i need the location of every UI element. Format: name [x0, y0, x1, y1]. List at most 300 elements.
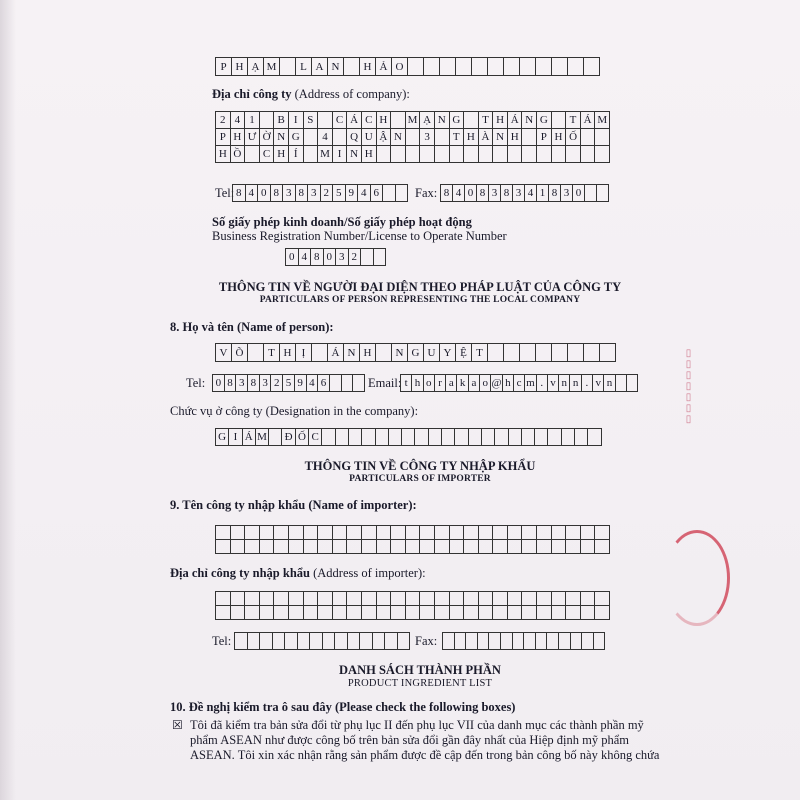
importer-address-cell[interactable]: [479, 592, 494, 606]
designation-field[interactable]: [215, 428, 602, 446]
company-fax-cell[interactable]: 3: [489, 185, 501, 202]
company-address-cell[interactable]: Q: [347, 129, 362, 146]
company-address-cell[interactable]: C: [362, 112, 377, 129]
business-reg-cell[interactable]: 0: [286, 249, 299, 266]
importer-address-cell[interactable]: [493, 592, 508, 606]
company-address-cell[interactable]: C: [260, 146, 275, 163]
designation-cell[interactable]: [588, 429, 601, 446]
importer-address-cell[interactable]: [377, 606, 392, 620]
company-address-cell[interactable]: [522, 146, 537, 163]
company-name-cell[interactable]: [456, 58, 472, 76]
designation-cell[interactable]: [562, 429, 575, 446]
importer-name-cell[interactable]: [450, 526, 465, 540]
designation-cell[interactable]: Á: [243, 429, 256, 446]
company-address-cell[interactable]: [566, 146, 581, 163]
company-address-cell[interactable]: M: [595, 112, 610, 129]
importer-name-cell[interactable]: [537, 526, 552, 540]
company-address-cell[interactable]: [581, 146, 596, 163]
company-tel-cell[interactable]: 3: [283, 185, 296, 202]
company-address-cell[interactable]: N: [522, 112, 537, 129]
person-name-cell[interactable]: V: [216, 344, 232, 362]
business-reg-cell[interactable]: 4: [299, 249, 312, 266]
importer-name-cell[interactable]: [377, 526, 392, 540]
person-tel-cell[interactable]: 5: [283, 375, 295, 392]
designation-cell[interactable]: [349, 429, 362, 446]
company-address-cell[interactable]: H: [464, 129, 479, 146]
company-address-cell[interactable]: B: [274, 112, 289, 129]
designation-cell[interactable]: [429, 429, 442, 446]
importer-name-cell[interactable]: [362, 526, 377, 540]
importer-address-cell[interactable]: [435, 592, 450, 606]
importer-name-cell[interactable]: [318, 526, 333, 540]
importer-name-cell[interactable]: [289, 540, 304, 554]
importer-name-cell[interactable]: [362, 540, 377, 554]
person-tel-cell[interactable]: 8: [248, 375, 260, 392]
importer-address-cell[interactable]: [406, 606, 421, 620]
importer-address-cell[interactable]: [362, 606, 377, 620]
designation-cell[interactable]: [269, 429, 282, 446]
company-address-cell[interactable]: G: [289, 129, 304, 146]
importer-address-cell[interactable]: [406, 592, 421, 606]
designation-cell[interactable]: [442, 429, 455, 446]
company-address-cell[interactable]: 4: [318, 129, 333, 146]
company-address-cell[interactable]: [552, 146, 567, 163]
business-reg-cell[interactable]: 3: [336, 249, 349, 266]
importer-address-cell[interactable]: [552, 592, 567, 606]
company-address-cell[interactable]: [595, 129, 610, 146]
company-address-cell[interactable]: [260, 112, 275, 129]
importer-address-cell[interactable]: [216, 592, 231, 606]
importer-fax-cell[interactable]: [478, 633, 490, 650]
importer-name-cell[interactable]: [216, 526, 231, 540]
company-name-cell[interactable]: [472, 58, 488, 76]
importer-tel-cell[interactable]: [248, 633, 261, 650]
company-fax-cell[interactable]: 3: [561, 185, 573, 202]
person-email-cell[interactable]: k: [457, 375, 468, 392]
importer-name-cell[interactable]: [406, 540, 421, 554]
designation-cell[interactable]: I: [229, 429, 242, 446]
designation-cell[interactable]: [509, 429, 522, 446]
company-address-cell[interactable]: [522, 129, 537, 146]
importer-name-field[interactable]: [215, 525, 610, 554]
importer-name-cell[interactable]: [260, 540, 275, 554]
company-address-cell[interactable]: [581, 129, 596, 146]
company-address-cell[interactable]: Ạ: [420, 112, 435, 129]
importer-address-cell[interactable]: [566, 592, 581, 606]
importer-address-cell[interactable]: [318, 606, 333, 620]
importer-address-cell[interactable]: [377, 592, 392, 606]
person-name-cell[interactable]: N: [392, 344, 408, 362]
importer-tel-cell[interactable]: [385, 633, 398, 650]
company-address-cell[interactable]: [435, 129, 450, 146]
company-name-cell[interactable]: [536, 58, 552, 76]
company-address-cell[interactable]: N: [391, 129, 406, 146]
company-address-cell[interactable]: [420, 146, 435, 163]
importer-name-cell[interactable]: [464, 540, 479, 554]
company-fax-cell[interactable]: 8: [441, 185, 453, 202]
company-name-field[interactable]: [215, 57, 600, 76]
company-tel-cell[interactable]: 4: [246, 185, 259, 202]
importer-name-cell[interactable]: [304, 540, 319, 554]
company-address-cell[interactable]: [391, 146, 406, 163]
importer-address-cell[interactable]: [595, 606, 610, 620]
person-email-field[interactable]: [400, 374, 638, 392]
person-name-cell[interactable]: [376, 344, 392, 362]
designation-cell[interactable]: [376, 429, 389, 446]
person-email-cell[interactable]: [616, 375, 627, 392]
company-address-cell[interactable]: M: [406, 112, 421, 129]
person-email-cell[interactable]: o: [480, 375, 491, 392]
company-address-cell[interactable]: [493, 146, 508, 163]
person-email-cell[interactable]: h: [412, 375, 423, 392]
importer-address-cell[interactable]: [231, 592, 246, 606]
importer-address-cell[interactable]: [260, 592, 275, 606]
person-name-cell[interactable]: Ệ: [456, 344, 472, 362]
person-email-cell[interactable]: .: [582, 375, 593, 392]
person-name-cell[interactable]: T: [264, 344, 280, 362]
company-address-cell[interactable]: [508, 146, 523, 163]
person-tel-cell[interactable]: [342, 375, 354, 392]
person-name-cell[interactable]: Õ: [232, 344, 248, 362]
importer-fax-cell[interactable]: [559, 633, 571, 650]
designation-cell[interactable]: Ố: [296, 429, 309, 446]
company-fax-cell[interactable]: 8: [549, 185, 561, 202]
designation-cell[interactable]: [495, 429, 508, 446]
company-address-cell[interactable]: [391, 112, 406, 129]
importer-name-cell[interactable]: [522, 540, 537, 554]
person-tel-cell[interactable]: 6: [318, 375, 330, 392]
importer-name-cell[interactable]: [552, 526, 567, 540]
importer-name-cell[interactable]: [231, 540, 246, 554]
importer-address-cell[interactable]: [508, 592, 523, 606]
person-email-cell[interactable]: m: [525, 375, 536, 392]
importer-fax-cell[interactable]: [501, 633, 513, 650]
company-address-cell[interactable]: [450, 146, 465, 163]
company-name-cell[interactable]: H: [232, 58, 248, 76]
importer-tel-cell[interactable]: [273, 633, 286, 650]
business-reg-cell[interactable]: [374, 249, 387, 266]
company-address-cell[interactable]: 3: [420, 129, 435, 146]
person-email-cell[interactable]: n: [559, 375, 570, 392]
importer-name-cell[interactable]: [274, 540, 289, 554]
importer-address-cell[interactable]: [231, 606, 246, 620]
person-email-cell[interactable]: r: [435, 375, 446, 392]
designation-cell[interactable]: [522, 429, 535, 446]
importer-address-field[interactable]: [215, 591, 610, 620]
designation-cell[interactable]: [535, 429, 548, 446]
importer-fax-cell[interactable]: [536, 633, 548, 650]
company-address-cell[interactable]: P: [537, 129, 552, 146]
company-address-cell[interactable]: [464, 112, 479, 129]
importer-name-cell[interactable]: [245, 526, 260, 540]
person-email-cell[interactable]: v: [593, 375, 604, 392]
importer-tel-cell[interactable]: [335, 633, 348, 650]
importer-address-cell[interactable]: [289, 592, 304, 606]
company-tel-cell[interactable]: 8: [233, 185, 246, 202]
importer-address-cell[interactable]: [493, 606, 508, 620]
importer-name-cell[interactable]: [420, 540, 435, 554]
importer-name-cell[interactable]: [508, 526, 523, 540]
person-tel-cell[interactable]: 9: [295, 375, 307, 392]
company-address-cell[interactable]: [377, 146, 392, 163]
person-email-cell[interactable]: v: [548, 375, 559, 392]
company-address-cell[interactable]: [552, 112, 567, 129]
company-address-cell[interactable]: Ồ: [231, 146, 246, 163]
company-name-cell[interactable]: [344, 58, 360, 76]
importer-name-cell[interactable]: [391, 526, 406, 540]
importer-address-cell[interactable]: [420, 606, 435, 620]
importer-address-cell[interactable]: [450, 592, 465, 606]
designation-cell[interactable]: [575, 429, 588, 446]
importer-name-cell[interactable]: [595, 540, 610, 554]
company-name-cell[interactable]: [520, 58, 536, 76]
importer-address-cell[interactable]: [479, 606, 494, 620]
company-address-cell[interactable]: N: [274, 129, 289, 146]
company-address-cell[interactable]: I: [333, 146, 348, 163]
importer-name-cell[interactable]: [508, 540, 523, 554]
importer-address-cell[interactable]: [216, 606, 231, 620]
company-address-cell[interactable]: H: [493, 112, 508, 129]
importer-tel-cell[interactable]: [373, 633, 386, 650]
company-address-cell[interactable]: H: [552, 129, 567, 146]
company-address-cell[interactable]: I: [289, 112, 304, 129]
person-name-cell[interactable]: [584, 344, 600, 362]
importer-address-cell[interactable]: [304, 606, 319, 620]
person-name-cell[interactable]: [568, 344, 584, 362]
person-email-cell[interactable]: @: [491, 375, 502, 392]
company-address-cell[interactable]: T: [450, 129, 465, 146]
importer-address-cell[interactable]: [391, 592, 406, 606]
company-address-cell[interactable]: U: [362, 129, 377, 146]
designation-cell[interactable]: [389, 429, 402, 446]
importer-name-cell[interactable]: [289, 526, 304, 540]
importer-address-cell[interactable]: [289, 606, 304, 620]
importer-fax-cell[interactable]: [489, 633, 501, 650]
importer-name-cell[interactable]: [566, 526, 581, 540]
importer-name-cell[interactable]: [391, 540, 406, 554]
importer-address-cell[interactable]: [450, 606, 465, 620]
company-tel-cell[interactable]: 5: [333, 185, 346, 202]
person-name-cell[interactable]: [312, 344, 328, 362]
importer-name-cell[interactable]: [347, 540, 362, 554]
company-address-cell[interactable]: H: [508, 129, 523, 146]
importer-address-cell[interactable]: [552, 606, 567, 620]
company-name-cell[interactable]: Ạ: [248, 58, 264, 76]
person-name-cell[interactable]: G: [408, 344, 424, 362]
company-fax-field[interactable]: [440, 184, 609, 202]
person-name-cell[interactable]: N: [344, 344, 360, 362]
company-name-cell[interactable]: A: [312, 58, 328, 76]
importer-tel-cell[interactable]: [260, 633, 273, 650]
importer-address-cell[interactable]: [347, 592, 362, 606]
designation-cell[interactable]: C: [309, 429, 322, 446]
company-address-cell[interactable]: [318, 112, 333, 129]
company-address-cell[interactable]: [304, 146, 319, 163]
importer-tel-cell[interactable]: [298, 633, 311, 650]
person-name-cell[interactable]: [536, 344, 552, 362]
importer-address-cell[interactable]: [420, 592, 435, 606]
person-name-cell[interactable]: Ị: [296, 344, 312, 362]
company-fax-cell[interactable]: 4: [525, 185, 537, 202]
person-email-cell[interactable]: c: [514, 375, 525, 392]
importer-address-cell[interactable]: [362, 592, 377, 606]
importer-address-cell[interactable]: [595, 592, 610, 606]
company-address-cell[interactable]: N: [347, 146, 362, 163]
company-name-cell[interactable]: [408, 58, 424, 76]
company-tel-cell[interactable]: [383, 185, 396, 202]
importer-address-cell[interactable]: [566, 606, 581, 620]
company-address-cell[interactable]: H: [377, 112, 392, 129]
business-reg-cell[interactable]: 0: [324, 249, 337, 266]
designation-cell[interactable]: [362, 429, 375, 446]
importer-name-cell[interactable]: [479, 540, 494, 554]
designation-cell[interactable]: [482, 429, 495, 446]
importer-fax-cell[interactable]: [455, 633, 467, 650]
company-address-cell[interactable]: [245, 146, 260, 163]
company-address-cell[interactable]: Ậ: [377, 129, 392, 146]
importer-address-cell[interactable]: [581, 592, 596, 606]
importer-name-cell[interactable]: [479, 526, 494, 540]
designation-cell[interactable]: [322, 429, 335, 446]
company-address-cell[interactable]: S: [304, 112, 319, 129]
importer-tel-cell[interactable]: [348, 633, 361, 650]
importer-name-cell[interactable]: [450, 540, 465, 554]
person-tel-cell[interactable]: [330, 375, 342, 392]
company-address-cell[interactable]: [333, 129, 348, 146]
company-address-cell[interactable]: Ố: [566, 129, 581, 146]
company-address-cell[interactable]: T: [566, 112, 581, 129]
company-name-cell[interactable]: [424, 58, 440, 76]
company-tel-field[interactable]: [232, 184, 408, 202]
importer-address-cell[interactable]: [245, 606, 260, 620]
importer-name-cell[interactable]: [581, 540, 596, 554]
person-name-field[interactable]: [215, 343, 616, 362]
company-name-cell[interactable]: [504, 58, 520, 76]
importer-fax-cell[interactable]: [443, 633, 455, 650]
person-tel-cell[interactable]: [353, 375, 365, 392]
company-address-cell[interactable]: [537, 146, 552, 163]
company-address-cell[interactable]: 4: [231, 112, 246, 129]
designation-cell[interactable]: Đ: [282, 429, 295, 446]
importer-address-cell[interactable]: [464, 606, 479, 620]
company-tel-cell[interactable]: [396, 185, 409, 202]
company-name-cell[interactable]: H: [360, 58, 376, 76]
company-tel-cell[interactable]: 9: [346, 185, 359, 202]
importer-name-cell[interactable]: [406, 526, 421, 540]
person-tel-field[interactable]: [212, 374, 365, 392]
importer-address-cell[interactable]: [304, 592, 319, 606]
company-name-cell[interactable]: P: [216, 58, 232, 76]
importer-name-cell[interactable]: [566, 540, 581, 554]
company-address-cell[interactable]: Á: [508, 112, 523, 129]
designation-cell[interactable]: [455, 429, 468, 446]
company-name-cell[interactable]: L: [296, 58, 312, 76]
company-name-cell[interactable]: [488, 58, 504, 76]
company-fax-cell[interactable]: [597, 185, 609, 202]
company-address-cell[interactable]: [406, 146, 421, 163]
company-address-cell[interactable]: 2: [216, 112, 231, 129]
importer-address-cell[interactable]: [391, 606, 406, 620]
company-address-cell[interactable]: N: [435, 112, 450, 129]
company-fax-cell[interactable]: 8: [477, 185, 489, 202]
business-reg-cell[interactable]: [361, 249, 374, 266]
importer-address-cell[interactable]: [464, 592, 479, 606]
importer-fax-cell[interactable]: [513, 633, 525, 650]
company-address-cell[interactable]: [595, 146, 610, 163]
importer-fax-cell[interactable]: [547, 633, 559, 650]
company-address-cell[interactable]: Í: [289, 146, 304, 163]
designation-cell[interactable]: [402, 429, 415, 446]
person-name-cell[interactable]: [600, 344, 616, 362]
importer-name-cell[interactable]: [377, 540, 392, 554]
importer-address-cell[interactable]: [245, 592, 260, 606]
company-tel-cell[interactable]: 2: [321, 185, 334, 202]
importer-tel-cell[interactable]: [235, 633, 248, 650]
company-tel-cell[interactable]: 0: [258, 185, 271, 202]
person-tel-cell[interactable]: 3: [260, 375, 272, 392]
importer-address-cell[interactable]: [581, 606, 596, 620]
company-fax-cell[interactable]: 3: [513, 185, 525, 202]
person-tel-cell[interactable]: 0: [213, 375, 225, 392]
importer-address-cell[interactable]: [333, 606, 348, 620]
importer-address-cell[interactable]: [274, 606, 289, 620]
company-address-cell[interactable]: H: [274, 146, 289, 163]
importer-tel-cell[interactable]: [310, 633, 323, 650]
company-name-cell[interactable]: N: [328, 58, 344, 76]
person-name-cell[interactable]: H: [280, 344, 296, 362]
company-address-cell[interactable]: [479, 146, 494, 163]
person-email-cell[interactable]: .: [537, 375, 548, 392]
designation-cell[interactable]: [469, 429, 482, 446]
company-address-cell[interactable]: G: [537, 112, 552, 129]
importer-name-cell[interactable]: [245, 540, 260, 554]
person-email-cell[interactable]: h: [503, 375, 514, 392]
company-address-cell[interactable]: [464, 146, 479, 163]
importer-fax-cell[interactable]: [524, 633, 536, 650]
importer-name-cell[interactable]: [435, 526, 450, 540]
importer-address-cell[interactable]: [347, 606, 362, 620]
company-address-cell[interactable]: Ư: [245, 129, 260, 146]
person-tel-cell[interactable]: 4: [307, 375, 319, 392]
business-reg-field[interactable]: [285, 248, 386, 266]
importer-address-cell[interactable]: [537, 592, 552, 606]
importer-name-cell[interactable]: [435, 540, 450, 554]
importer-name-cell[interactable]: [493, 526, 508, 540]
importer-address-cell[interactable]: [318, 592, 333, 606]
importer-address-cell[interactable]: [274, 592, 289, 606]
person-email-cell[interactable]: o: [424, 375, 435, 392]
company-address-cell[interactable]: G: [450, 112, 465, 129]
company-fax-cell[interactable]: 1: [537, 185, 549, 202]
importer-address-cell[interactable]: [522, 606, 537, 620]
designation-cell[interactable]: G: [216, 429, 229, 446]
importer-name-cell[interactable]: [260, 526, 275, 540]
importer-tel-cell[interactable]: [398, 633, 411, 650]
importer-name-cell[interactable]: [216, 540, 231, 554]
importer-address-cell[interactable]: [537, 606, 552, 620]
importer-address-cell[interactable]: [260, 606, 275, 620]
company-name-cell[interactable]: [552, 58, 568, 76]
person-name-cell[interactable]: H: [360, 344, 376, 362]
company-address-cell[interactable]: 1: [245, 112, 260, 129]
person-tel-cell[interactable]: 8: [225, 375, 237, 392]
company-name-cell[interactable]: [584, 58, 600, 76]
importer-name-cell[interactable]: [581, 526, 596, 540]
company-address-cell[interactable]: M: [318, 146, 333, 163]
person-name-cell[interactable]: Á: [328, 344, 344, 362]
company-fax-cell[interactable]: 0: [573, 185, 585, 202]
importer-tel-cell[interactable]: [323, 633, 336, 650]
